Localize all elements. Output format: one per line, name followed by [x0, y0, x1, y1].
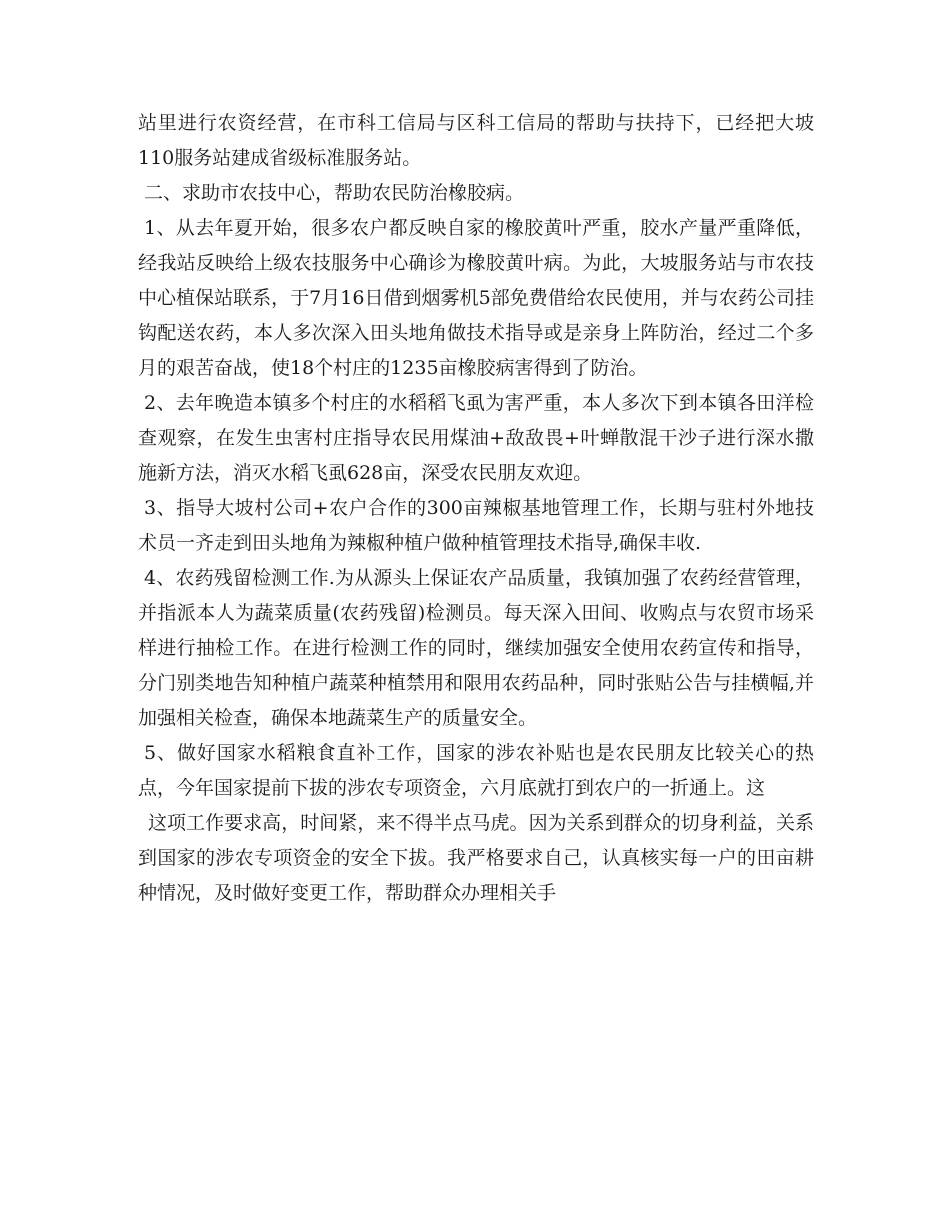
paragraph-item-4: 4、农药残留检测工作.为从源头上保证农产品质量，我镇加强了农药经营管理，并指派本人为蔬菜质量(农药残留)检测员。每天深入田间、收购点与农贸市场采样进行抽检工作。在进行检测工作的同时，继续加强安全使用农药宣传和指导，分门别类地告知种植户蔬菜种植禁用和限用农药品种，同时张贴公告与挂横幅,并加强相关检查，确保本地蔬菜生产的质量安全。 — [138, 567, 814, 729]
section-heading-rubber-disease: 二、求助市农技中心，帮助农民防治橡胶病。 — [144, 182, 525, 204]
paragraph-continuation: 这项工作要求高，时间紧，来不得半点马虎。因为关系到群众的切身利益，关系到国家的涉农专项资金的安全下拔。我严格要求自己，认真核实每一户的田亩耕种情况，及时做好变更工作，帮助群众办理相关手 — [138, 812, 814, 904]
paragraph-service-station: 站里进行农资经营，在市科工信局与区科工信局的帮助与扶持下，已经把大坡110服务站建成省级标准服务站。 — [138, 112, 814, 169]
document-page — [138, 106, 814, 911]
paragraph-item-2: 2、去年晚造本镇多个村庄的水稻稻飞虱为害严重，本人多次下到本镇各田洋检查观察，在发生虫害村庄指导农民用煤油+敌敌畏+叶蝉散混干沙子进行深水撒施新方法，消灭水稻飞虱628亩，深受农民朋友欢迎。 — [138, 392, 814, 484]
paragraph-item-5: 5、做好国家水稻粮食直补工作，国家的涉农补贴也是农民朋友比较关心的热点，今年国家提前下拔的涉农专项资金，六月底就打到农户的一折通上。这 — [138, 742, 814, 799]
paragraph-item-3: 3、指导大坡村公司+农户合作的300亩辣椒基地管理工作，长期与驻村外地技术员一齐走到田头地角为辣椒种植户做种植管理技术指导,确保丰收. — [138, 497, 814, 554]
paragraph-item-1: 1、从去年夏开始，很多农户都反映自家的橡胶黄叶严重，胶水产量严重降低，经我站反映给上级农技服务中心确诊为橡胶黄叶病。为此，大坡服务站与市农技中心植保站联系，于7月16日借到烟雾机5部免费借给农民使用，并与农药公司挂钩配送农药，本人多次深入田头地角做技术指导或是亲身上阵防治，经过二个多月的艰苦奋战，使18个村庄的1235亩橡胶病害得到了防治。 — [138, 217, 814, 379]
